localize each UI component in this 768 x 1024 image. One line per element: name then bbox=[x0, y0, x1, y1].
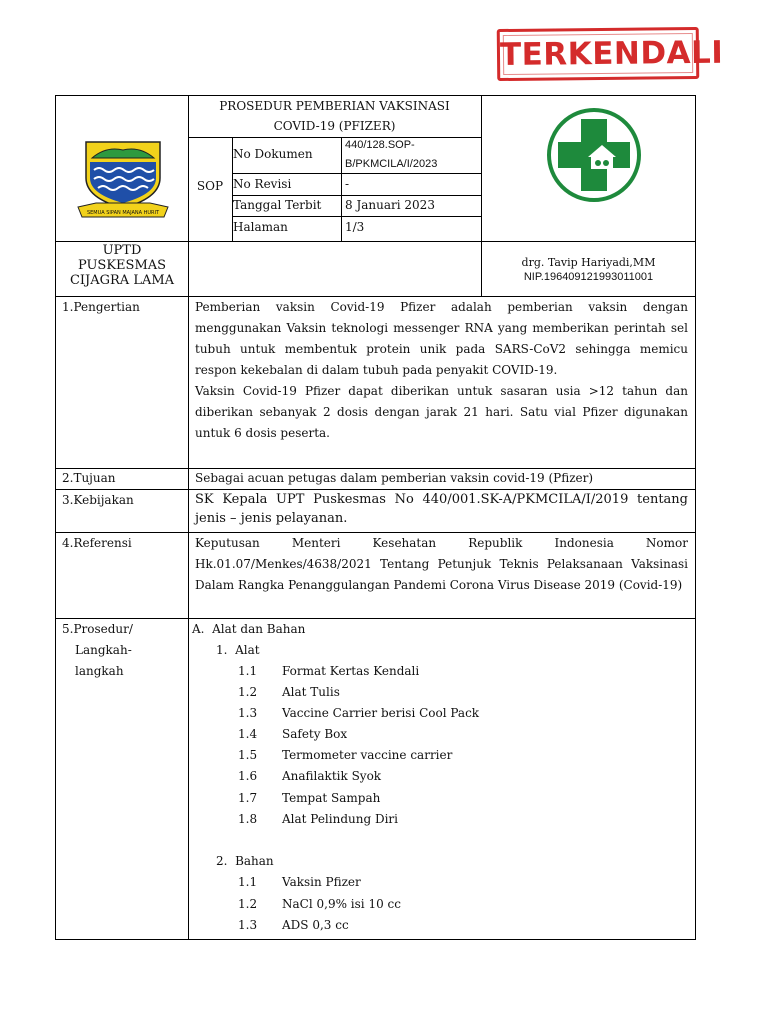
alat-item-text: Format Kertas Kendali bbox=[282, 664, 420, 678]
field-value-tanggal-terbit: 8 Januari 2023 bbox=[345, 198, 435, 212]
section-label-prosedur-line-2: Langkah- bbox=[75, 643, 132, 657]
table-border-bottom bbox=[55, 939, 696, 940]
field-label-tanggal-terbit: Tanggal Terbit bbox=[233, 198, 322, 212]
sop-label: SOP bbox=[196, 179, 224, 193]
label-column-divider bbox=[188, 95, 189, 940]
sop-title-line-2: COVID-19 (PFIZER) bbox=[273, 119, 396, 133]
bahan-item-num: 1.3 bbox=[238, 918, 258, 932]
section-label-prosedur-line-3: langkah bbox=[75, 664, 124, 678]
field-label-no-dokumen: No Dokumen bbox=[233, 147, 313, 161]
table-border-right bbox=[695, 95, 696, 940]
org-name-line-3: CIJAGRA LAMA bbox=[69, 273, 175, 288]
field-value-halaman: 1/3 bbox=[345, 220, 365, 234]
pengertian-paragraph-2: Vaksin Covid-19 Pfizer dapat diberikan untuk sasaran usia >12 tahun dan diberikan sebanyak 2 dosis dengan jarak 21 hari. Satu vial Pfizer digunakan untuk 6 dosis peserta. bbox=[195, 384, 688, 440]
alat-item-num: 1.7 bbox=[238, 791, 258, 805]
bahan-item-num: 1.2 bbox=[238, 897, 258, 911]
alat-item-num: 1.3 bbox=[238, 706, 258, 720]
signer-name: drg. Tavip Hariyadi,MM bbox=[521, 256, 656, 269]
alat-item-num: 1.8 bbox=[238, 812, 258, 826]
alat-item-num: 1.6 bbox=[238, 769, 258, 783]
sop-title-line-1: PROSEDUR PEMBERIAN VAKSINASI bbox=[219, 99, 450, 113]
org-name-line-1: UPTD bbox=[102, 243, 142, 258]
section-label-tujuan: 2.Tujuan bbox=[62, 471, 116, 485]
crest-banner-text: SEMUA SIPAN MAJANA HURIT bbox=[86, 210, 160, 216]
field-value-no-dokumen-line-2: B/PKMCILA/I/2023 bbox=[345, 158, 438, 170]
alat-item-num: 1.5 bbox=[238, 748, 258, 762]
alat-item-num: 1.4 bbox=[238, 727, 258, 741]
alat-item-text: Tempat Sampah bbox=[282, 791, 381, 805]
bahan-item-text: Vaksin Pfizer bbox=[282, 875, 361, 889]
alat-title: 1. Alat bbox=[216, 643, 260, 657]
alat-item-text: Safety Box bbox=[282, 727, 348, 741]
field-label-no-revisi: No Revisi bbox=[233, 177, 292, 191]
referensi-text: Keputusan Menteri Kesehatan Republik Indonesia Nomor Hk.01.07/Menkes/4638/2021 Tentang Petunjuk Teknis Pelaksanaan Vaksinasi Dalam Rangka Penanggulangan Pandemi Corona Virus Disease 2019 (Covid-19) bbox=[195, 536, 688, 592]
terkendali-stamp: TERKENDALI bbox=[497, 27, 700, 81]
field-value-no-revisi: - bbox=[345, 177, 350, 191]
bahan-item-text: NaCl 0,9% isi 10 cc bbox=[282, 897, 401, 911]
alat-item-text: Termometer vaccine carrier bbox=[282, 748, 453, 762]
tujuan-text: Sebagai acuan petugas dalam pemberian vaksin covid-19 (Pfizer) bbox=[195, 471, 594, 485]
bahan-title: 2. Bahan bbox=[216, 854, 274, 868]
alat-item-text: Anafilaktik Syok bbox=[282, 769, 382, 783]
bahan-item-text: ADS 0,3 cc bbox=[282, 918, 349, 932]
field-value-no-dokumen-line-1: 440/128.SOP- bbox=[345, 139, 415, 151]
section-label-prosedur-line-1: 5.Prosedur/ bbox=[62, 622, 133, 636]
alat-item-num: 1.2 bbox=[238, 685, 258, 699]
row-divider-prosedur bbox=[55, 618, 696, 619]
table-border-left bbox=[55, 95, 56, 940]
pengertian-paragraph-1: Pemberian vaksin Covid-19 Pfizer adalah pemberian vaksin dengan menggunakan Vaksin teknologi messenger RNA yang memberikan perintah sel tubuh untuk membentuk protein unik pada SARS-CoV2 sehingga memicu respon kekebalan di dalam tubuh pada penyakit COVID-19. bbox=[195, 300, 688, 377]
signer-nip: NIP.196409121993011001 bbox=[523, 271, 654, 283]
field-value-divider bbox=[341, 137, 342, 241]
section-label-referensi: 4.Referensi bbox=[62, 536, 132, 550]
prosedur-heading: A. Alat dan Bahan bbox=[192, 622, 306, 636]
city-crest-logo bbox=[76, 128, 170, 220]
alat-item-text: Vaccine Carrier berisi Cool Pack bbox=[282, 706, 480, 720]
field-label-halaman: Halaman bbox=[233, 220, 288, 234]
org-name-line-2: PUSKESMAS bbox=[77, 258, 167, 273]
alat-item-num: 1.1 bbox=[238, 664, 258, 678]
puskesmas-logo bbox=[544, 105, 644, 205]
header-row-divider bbox=[55, 241, 696, 242]
bahan-item-num: 1.1 bbox=[238, 875, 258, 889]
section-label-pengertian: 1.Pengertian bbox=[62, 300, 140, 314]
alat-item-text: Alat Pelindung Diri bbox=[282, 812, 399, 826]
kebijakan-text: SK Kepala UPT Puskesmas No 440/001.SK-A/PKMCILA/I/2019 tentang jenis – jenis pelayanan. bbox=[195, 492, 688, 526]
section-label-kebijakan: 3.Kebijakan bbox=[62, 493, 134, 507]
alat-item-text: Alat Tulis bbox=[282, 685, 340, 699]
